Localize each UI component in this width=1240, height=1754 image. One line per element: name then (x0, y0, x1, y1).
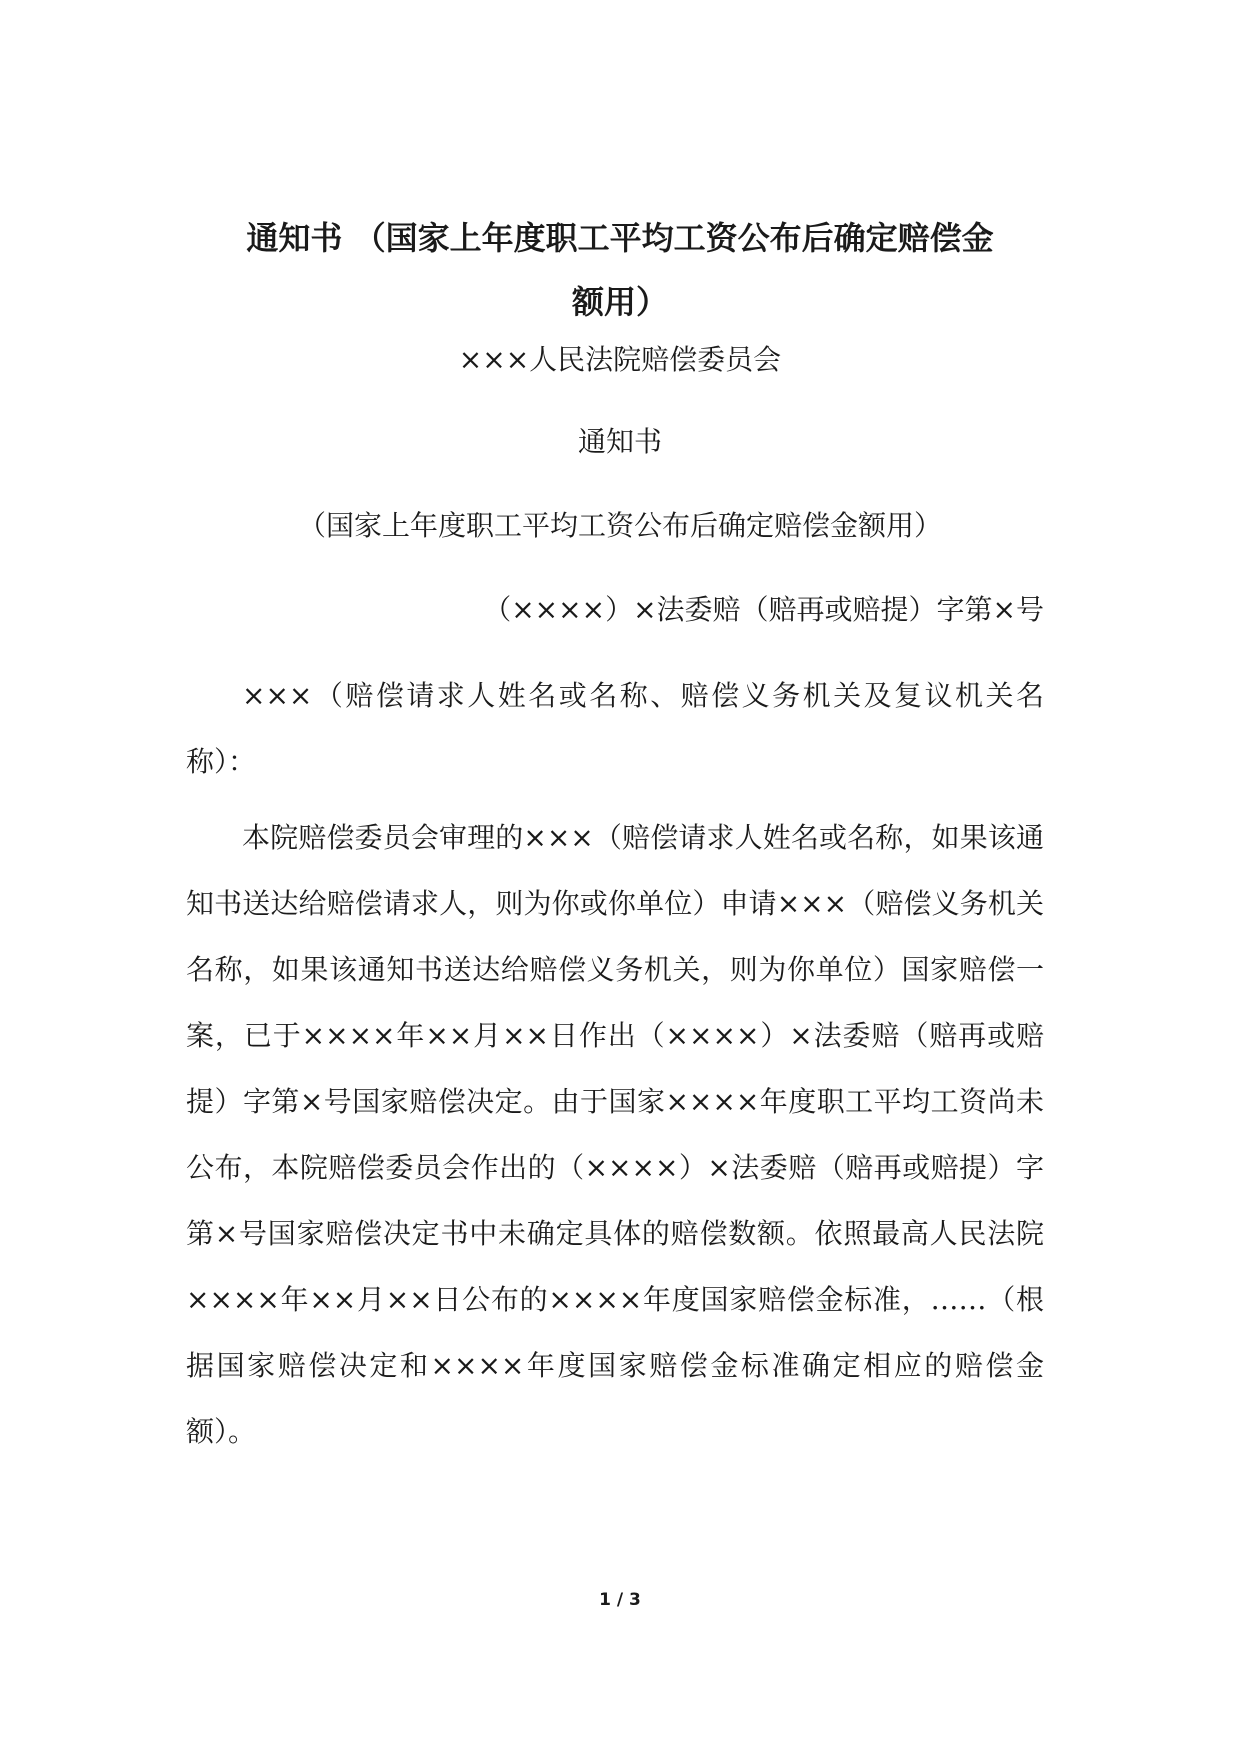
title-line-2: 额用） (571, 283, 668, 321)
document-title (186, 206, 1054, 334)
page-number: 1 / 3 (599, 1590, 641, 1610)
document-subtitle: （国家上年度职工平均工资公布后确定赔偿金额用） (297, 509, 942, 542)
title-line-1: 通知书 （国家上年度职工平均工资公布后确定赔偿金 (246, 219, 994, 257)
issuer-name: ×××人民法院赔偿委员会 (458, 343, 782, 376)
addressee: ×××（赔偿请求人姓名或名称、赔偿义务机关及复议机关名称）： (186, 679, 1044, 778)
document-type: 通知书 (577, 425, 662, 458)
body-paragraph: 本院赔偿委员会审理的×××（赔偿请求人姓名或名称，如果该通知书送达给赔偿请求人，则为你或你单位）申请×××（赔偿义务机关名称，如果该通知书送达给赔偿义务机关，则为你单位）国家赔偿一案，已于××××年××月××日作出（××××）×法委赔（赔再或赔提）字第×号国家赔偿决定。由于国家××××年度职工平均工资尚未公布，本院赔偿委员会作出的（××××）×法委赔（赔再或赔提）字第×号国家赔偿决定书中未确定具体的赔偿数额。依照最高人民法院××××年××月××日公布的××××年度国家赔偿金标准，……（根据国家赔偿决定和××××年度国家赔偿金标准确定相应的赔偿金额）。 (186, 821, 1044, 1448)
case-number: （××××）×法委赔（赔再或赔提）字第×号 (483, 593, 1044, 626)
